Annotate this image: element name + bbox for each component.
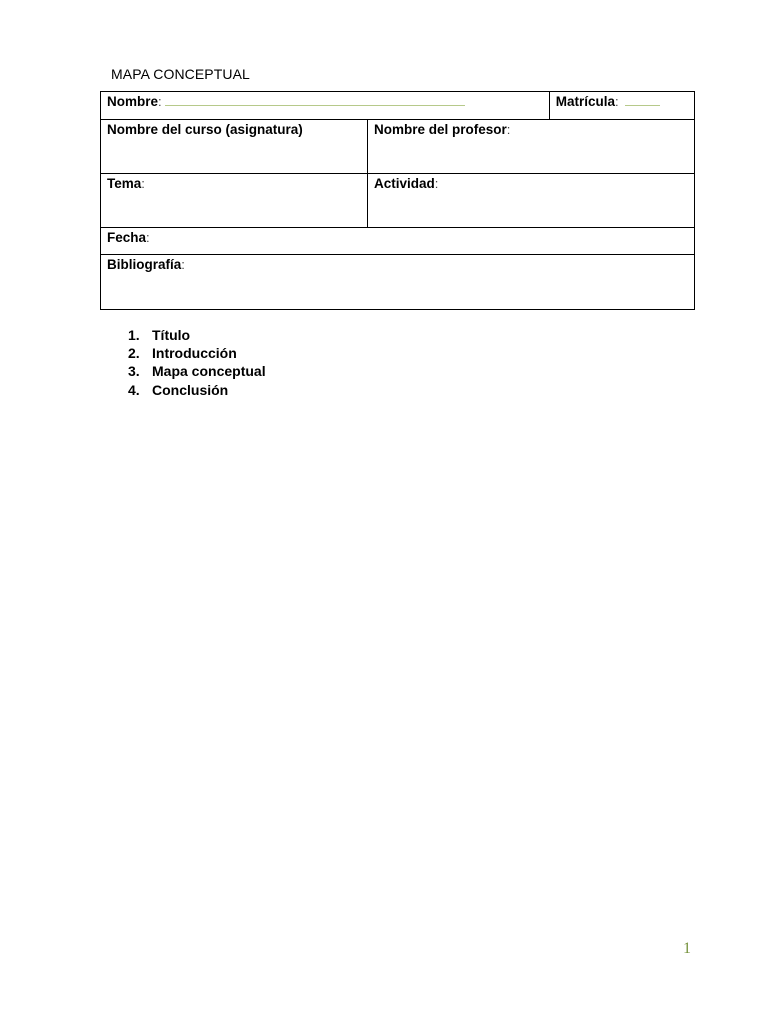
fecha-label: Fecha xyxy=(107,230,147,245)
profesor-label: Nombre del profesor xyxy=(374,122,507,137)
bibliografia-cell[interactable] xyxy=(101,255,695,310)
profesor-cell[interactable] xyxy=(368,120,695,174)
list-label: Título xyxy=(152,327,191,343)
fecha-cell[interactable] xyxy=(101,228,695,255)
tema-label: Tema xyxy=(107,176,142,191)
student-info-table xyxy=(100,91,695,310)
curso-cell[interactable] xyxy=(101,120,368,174)
list-number: 3. xyxy=(128,363,140,380)
nombre-fill-line xyxy=(165,105,465,106)
list-item xyxy=(128,362,266,380)
list-item xyxy=(128,381,266,399)
matricula-label: Matrícula xyxy=(555,94,616,109)
list-number: 2. xyxy=(128,345,140,362)
page-number: 1 xyxy=(683,940,691,957)
tema-colon: : xyxy=(141,176,145,191)
tema-cell[interactable] xyxy=(101,174,368,228)
matricula-colon: : xyxy=(615,94,619,109)
nombre-label: Nombre xyxy=(107,94,159,109)
list-label: Mapa conceptual xyxy=(152,363,266,380)
list-item xyxy=(128,326,266,344)
curso-label: Nombre del curso (asignatura) xyxy=(107,122,303,137)
document-title: MAPA CONCEPTUAL xyxy=(111,66,250,82)
sections-list xyxy=(128,326,266,399)
fecha-colon: : xyxy=(146,230,150,245)
bibliografia-label: Bibliografía xyxy=(107,257,182,272)
profesor-colon: : xyxy=(506,122,511,137)
actividad-cell[interactable] xyxy=(368,174,695,228)
list-label: Introducción xyxy=(152,345,237,362)
bibliografia-colon: : xyxy=(181,257,185,272)
nombre-colon: : xyxy=(158,94,162,109)
matricula-fill-line xyxy=(625,105,660,106)
nombre-cell[interactable] xyxy=(101,92,550,120)
matricula-cell[interactable] xyxy=(549,92,694,120)
actividad-label: Actividad xyxy=(374,176,435,191)
list-number: 1. xyxy=(128,327,140,343)
list-label: Conclusión xyxy=(152,381,229,398)
list-number: 4. xyxy=(128,381,140,398)
actividad-colon: : xyxy=(434,176,439,191)
list-item xyxy=(128,344,266,362)
